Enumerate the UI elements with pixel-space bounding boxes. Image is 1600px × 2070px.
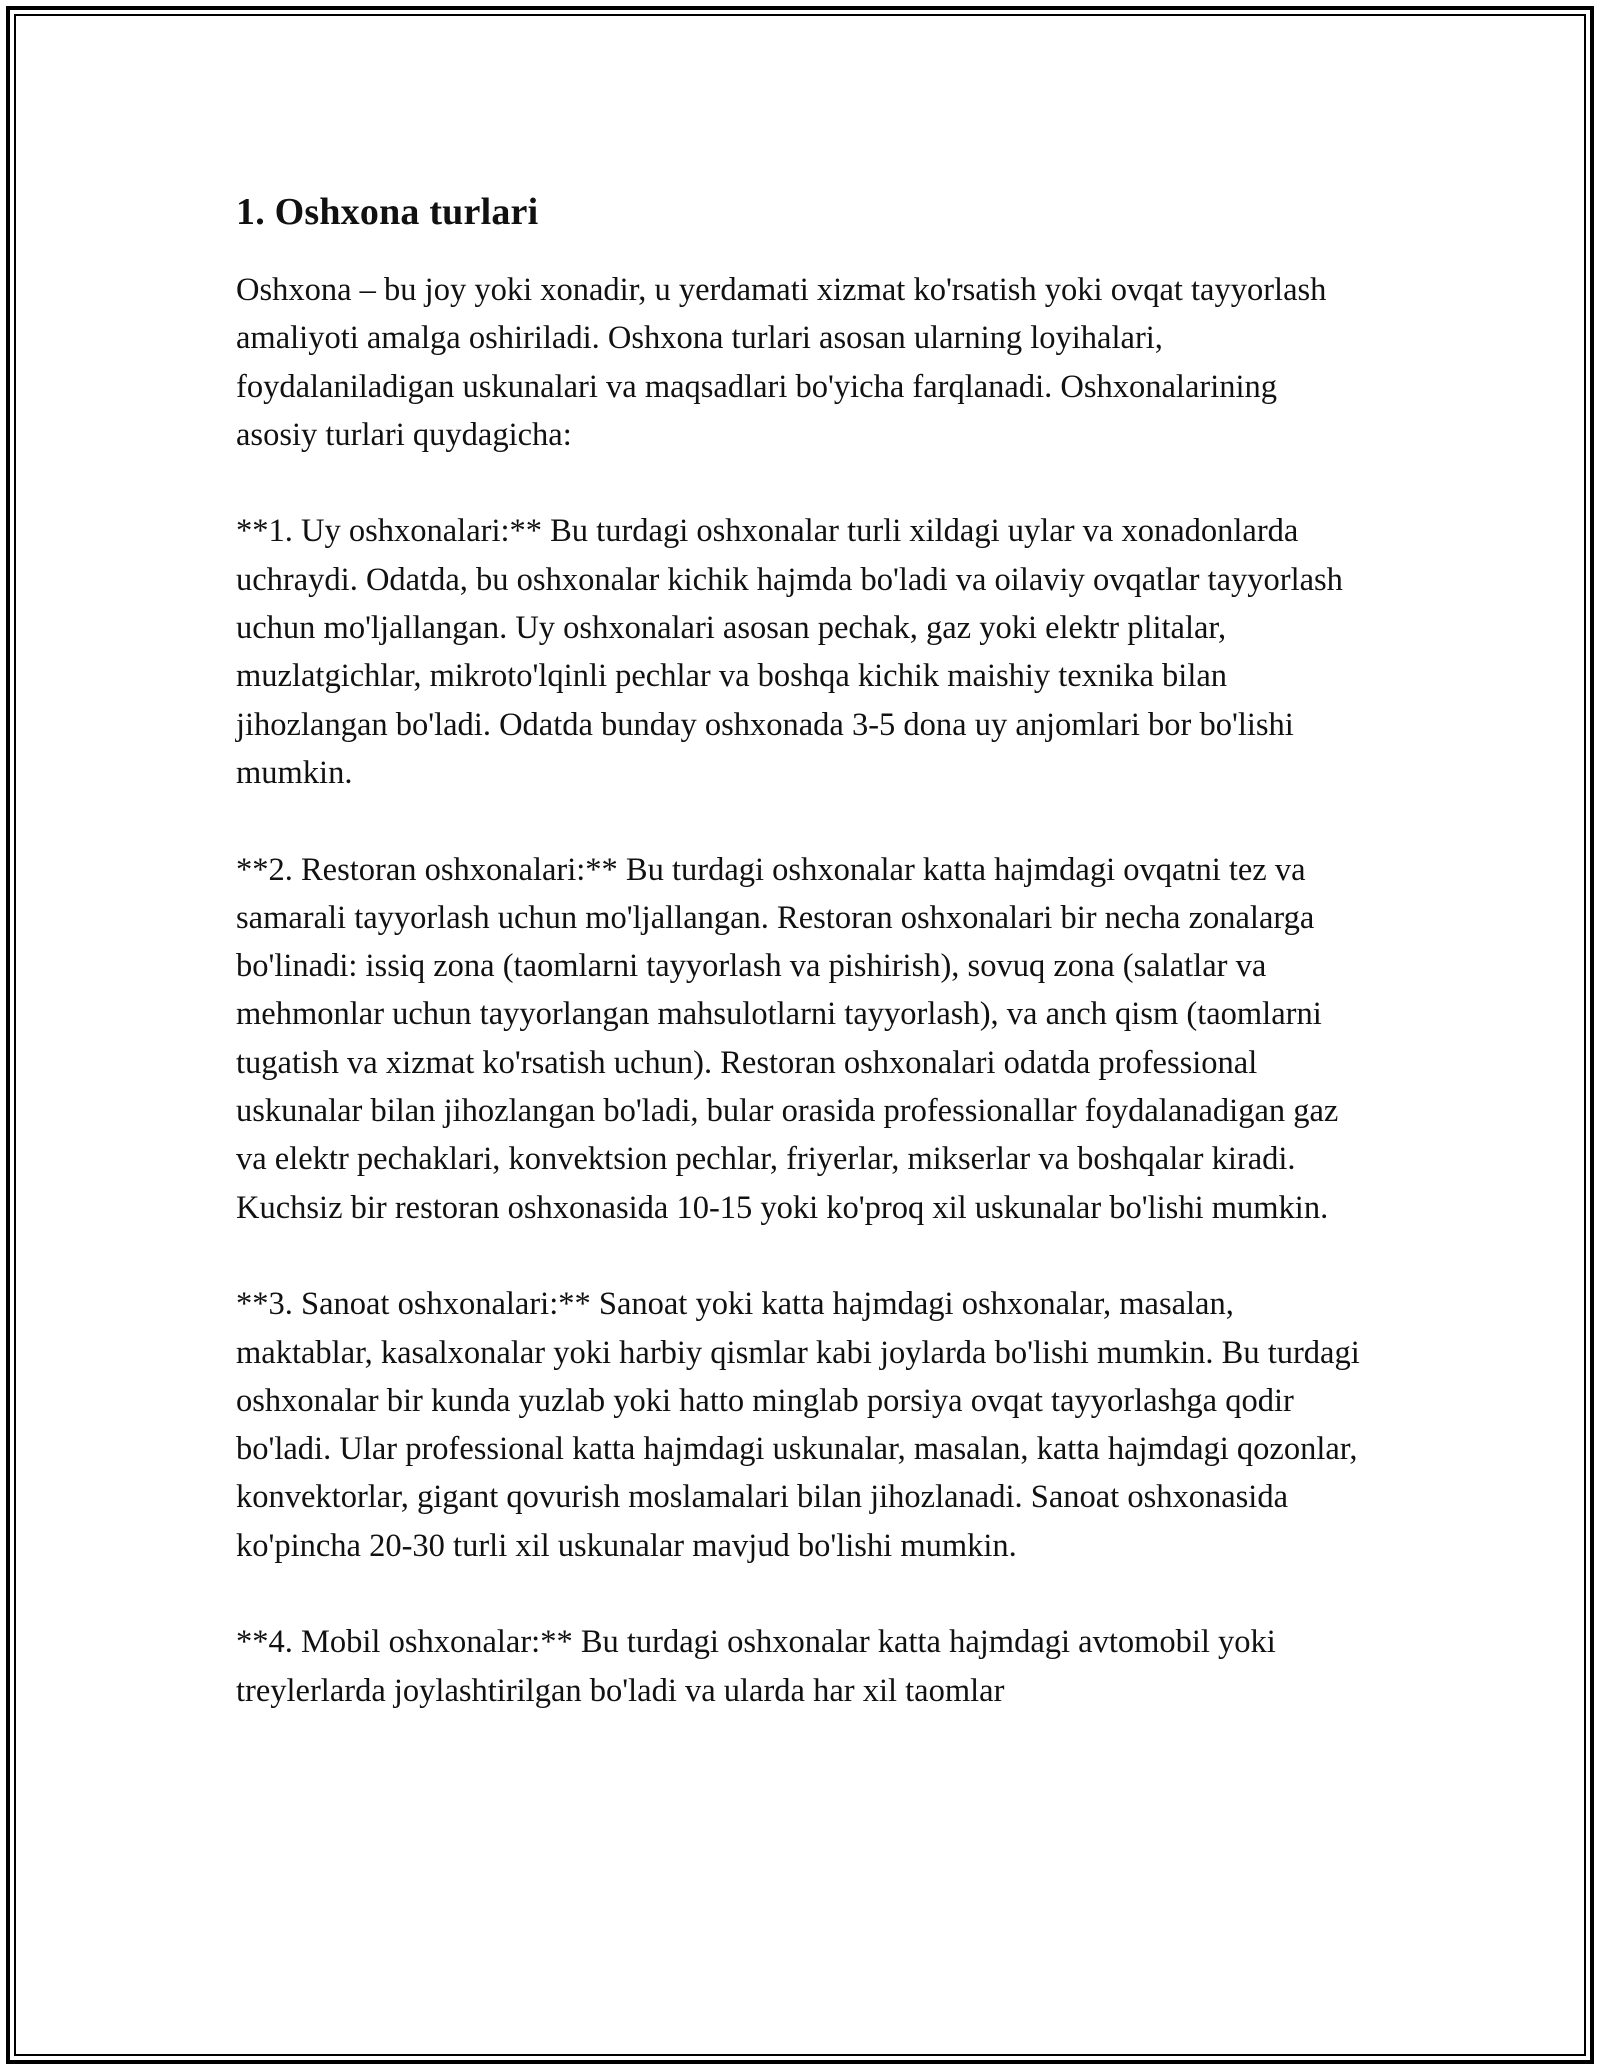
restaurant-kitchens-paragraph: **2. Restoran oshxonalari:** Bu turdagi oshxonalar katta hajmdagi ovqatni tez va samarali tayyorlash uchun mo'ljallangan. Restoran oshxonalari bir necha zonalarga bo'linadi: issiq zona (taomlarni tayyorlash va pishirish), sovuq zona (salatlar va mehmonlar uchun tayyorlangan mahsulotlarni tayyorlash), va anch qism (taomlarni tugatish va xizmat ko'rsatish uchun). Restoran oshxonalari odatda professional uskunalar bilan jihozlangan bo'ladi, bular orasida professionallar foydalanadigan gaz va elektr pechaklari, konvektsion pechlar, friyerlar, mikserlar va boshqalar kiradi. Kuchsiz bir restoran oshxonasida 10-15 yoki ko'proq xil uskunalar bo'lishi mumkin. [236, 851, 1339, 1226]
document-body [236, 188, 1366, 1715]
home-kitchens-paragraph: **1. Uy oshxonalari:** Bu turdagi oshxonalar turli xildagi uylar va xonadonlarda uchraydi. Odatda, bu oshxonalar kichik hajmda bo'ladi va oilaviy ovqatlar tayyorlash uchun mo'ljallangan. Uy oshxonalari asosan pechak, gaz yoki elektr plitalar, muzlatgichlar, mikroto'lqinli pechlar va boshqa kichik maishiy texnika bilan jihozlangan bo'ladi. Odatda bunday oshxonada 3-5 dona uy anjomlari bor bo'lishi mumkin. [236, 513, 1343, 791]
intro-paragraph: Oshxona – bu joy yoki xonadir, u yerdamati xizmat ko'rsatish yoki ovqat tayyorlash amaliyoti amalga oshiriladi. Oshxona turlari asosan ularning loyihalari, foydalaniladigan uskunalari va maqsadlari bo'yicha farqlanadi. Oshxonalarining asosiy turlari quydagicha: [236, 272, 1327, 453]
mobile-kitchens-paragraph: **4. Mobil oshxonalar:** Bu turdagi oshxonalar katta hajmdagi avtomobil yoki treylerlarda joylashtirilgan bo'ladi va ularda har xil taomlar [236, 1624, 1276, 1709]
industrial-kitchens-paragraph: **3. Sanoat oshxonalari:** Sanoat yoki katta hajmdagi oshxonalar, masalan, maktablar, kasalxonalar yoki harbiy qismlar kabi joylarda bo'lishi mumkin. Bu turdagi oshxonalar bir kunda yuzlab yoki hatto minglab porsiya ovqat tayyorlashga qodir bo'ladi. Ular professional katta hajmdagi uskunalar, masalan, katta hajmdagi qozonlar, konvektorlar, gigant qovurish moslamalari bilan jihozlanadi. Sanoat oshxonasida ko'pincha 20-30 turli xil uskunalar mavjud bo'lishi mumkin. [236, 1286, 1360, 1564]
section-heading: 1. Oshxona turlari [236, 191, 539, 233]
